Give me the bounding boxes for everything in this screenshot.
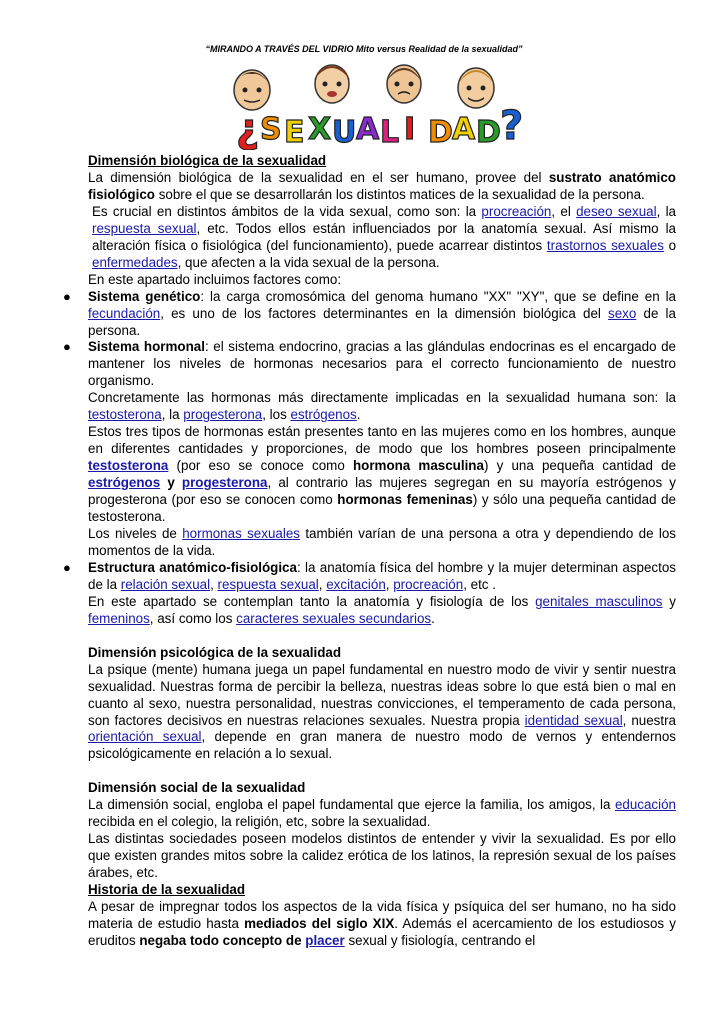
logo-letter: S: [260, 112, 282, 147]
bullet-icon: ●: [63, 339, 71, 355]
text: , los: [262, 407, 291, 423]
bold-text: hormonas femeninas: [337, 492, 473, 508]
text: , al contrario las mujeres segregan en su mayoría estrógenos y progesterona (por eso se conocen como: [88, 475, 676, 508]
bullet-item-estructura-anatomica: [63, 559, 676, 594]
text: Estos tres tipos de hormonas están presentes tanto en las mujeres como en los hombres, aunque en diferentes cantidades y proporciones, de modo que los hombres poseen principalmente: [88, 424, 676, 457]
paragraph: [88, 526, 676, 560]
paragraph: [88, 204, 676, 272]
link-procreacion[interactable]: procreación: [481, 203, 552, 219]
cartoon-head-4: [458, 68, 494, 108]
logo-letter: D: [476, 115, 501, 150]
paragraph: En este apartado incluimos factores como:: [88, 271, 342, 287]
text: , etc. Todos ellos están influenciados por la anatomía sexual. Así mismo la alteración física o fisiológica (del funcionamiento), puede acarrear distintos: [92, 220, 676, 253]
text: La psique (mente) humana juega un papel fundamental en nuestro modo de vivir y sentir nuestra sexualidad. Nuestras forma de percibir la belleza, nuestras ideas sobre lo que está bien o mal en cuanto al sexo, nuestra personalidad, nuestras convicciones, el temperamento de cada persona, son factores decisivos en nuestras relaciones sexuales. Nuestra propia: [88, 661, 676, 728]
link-relacion-sexual[interactable]: relación sexual: [120, 576, 211, 592]
link-genitales-masculinos[interactable]: genitales masculinos: [535, 593, 663, 609]
link-orientacion-sexual[interactable]: orientación sexual: [88, 729, 202, 745]
paragraph: [88, 797, 676, 831]
logo-lettering: [236, 103, 523, 150]
text: Los niveles de: [88, 525, 183, 541]
paragraph: [88, 662, 676, 764]
logo-letter: ?: [500, 103, 524, 149]
paragraph: [88, 594, 676, 628]
text: , es uno de los factores determinantes en la dimensión biológica del: [160, 305, 609, 321]
link-fecundacion[interactable]: fecundación: [88, 305, 161, 321]
text: (por eso se conoce como: [168, 458, 353, 474]
text: , así como los: [149, 610, 237, 626]
bold-text: sustrato anatómico fisiológico: [88, 169, 676, 202]
bullet-item-sistema-genetico: [63, 288, 676, 340]
section-heading-psychological: Dimensión psicológica de la sexualidad: [88, 644, 342, 660]
link-caracteres-sexuales-secundarios[interactable]: caracteres sexuales secundarios: [236, 610, 432, 626]
text: o: [663, 237, 677, 253]
paragraph: [88, 170, 676, 204]
logo-letter: E: [284, 115, 305, 150]
bullet-title: Sistema hormonal: [88, 339, 205, 355]
link-hormonas-sexuales[interactable]: hormonas sexuales: [182, 525, 300, 541]
logo-letter: U: [332, 115, 357, 150]
logo-letter: D: [428, 115, 453, 150]
link-excitacion[interactable]: excitación: [326, 576, 386, 592]
text: ,: [385, 576, 394, 592]
text: . Además el acercamiento de los estudiosos y eruditos: [88, 915, 676, 948]
logo-letter: ¿: [236, 106, 260, 150]
text: A pesar de impregnar todos los aspectos de la vida física y psíquica del ser humano, no ha sido materia de estudio hasta: [88, 899, 676, 931]
text: sexual y fisiología, centrando el: [344, 932, 536, 948]
logo-letter: I: [404, 112, 416, 147]
link-deseo-sexual[interactable]: deseo sexual: [576, 203, 657, 219]
bullet-icon: ●: [63, 559, 71, 575]
sexualidad-logo-image: [214, 58, 524, 150]
paragraph: [88, 899, 676, 950]
text: y: [662, 593, 676, 609]
logo-letter: L: [380, 115, 400, 150]
text: : la anatomía física del hombre y la mujer determinan aspectos de la: [88, 559, 676, 592]
paragraph: Las distintas sociedades poseen modelos distintos de entender y vivir la sexualidad. Es por ello que existen grandes mitos sobre la calidez erótica de los latinos, la represión sexual de los países árabes, etc.: [88, 831, 676, 881]
text: Es crucial en distintos ámbitos de la vida sexual, como son: la: [92, 203, 482, 219]
link-progesterona[interactable]: progesterona: [183, 407, 263, 423]
link-identidad-sexual[interactable]: identidad sexual: [524, 712, 623, 728]
link-estrogenos[interactable]: estrógenos: [290, 407, 357, 423]
link-estrogenos-bold[interactable]: estrógenos: [88, 475, 161, 491]
text: ) y una pequeña cantidad de: [483, 458, 677, 474]
logo-letter: A: [452, 112, 476, 147]
bold-text: hormona masculina: [352, 458, 484, 474]
cartoon-head-3: [386, 65, 422, 103]
text: , la: [161, 407, 184, 423]
bullet-title: Estructura anatómico-fisiológica: [88, 559, 297, 575]
text: : la carga cromosómica del genoma humano "XX" "XY", que se define en la: [200, 288, 676, 304]
section-heading-history: Historia de la sexualidad: [88, 882, 246, 898]
text: , que afecten a la vida sexual de la persona.: [177, 254, 440, 270]
paragraph: [88, 390, 676, 424]
link-femeninos[interactable]: femeninos: [88, 610, 150, 626]
text: sobre el que se desarrollarán los distintos matices de la sexualidad de la persona.: [154, 186, 645, 202]
text: ) y sólo una pequeña cantidad de testosterona.: [88, 492, 676, 525]
text: : el sistema endocrino, gracias a las glándulas endocrinas es el encargado de mantener los niveles de hormonas necesarios para el correcto funcionamiento de nuestro organismo.: [88, 339, 676, 389]
section-heading-social: Dimensión social de la sexualidad: [88, 780, 306, 796]
text: , la: [656, 203, 677, 219]
link-progesterona-bold[interactable]: progesterona: [181, 475, 268, 491]
text: En este apartado se contemplan tanto la anatomía y fisiología de los: [88, 593, 536, 609]
logo-letter: X: [308, 112, 332, 147]
link-respuesta-sexual-2[interactable]: respuesta sexual: [217, 576, 319, 592]
link-educacion[interactable]: educación: [614, 797, 676, 813]
text: Concretamente las hormonas más directamente implicadas en la sexualidad humana son: la: [88, 390, 676, 406]
link-trastornos-sexuales[interactable]: trastornos sexuales: [546, 237, 664, 253]
link-testosterona-bold[interactable]: testosterona: [88, 458, 169, 474]
bold-text: y: [160, 475, 182, 491]
cartoon-head-1: [234, 70, 270, 110]
text: .: [356, 407, 361, 423]
link-testosterona[interactable]: testosterona: [88, 407, 162, 423]
link-procreacion-2[interactable]: procreación: [393, 576, 464, 592]
spacer: [88, 763, 676, 780]
text: de la persona.: [88, 305, 676, 338]
text: también varían de una persona a otra y dependiendo de los momentos de la vida.: [88, 525, 676, 558]
text: , etc .: [463, 576, 496, 592]
text: ,: [210, 576, 218, 592]
text: La dimensión social, engloba el papel fundamental que ejerce la familia, los amigos, la: [88, 797, 615, 813]
text: recibida en el colegio, la religión, etc, sobre la sexualidad.: [88, 814, 431, 830]
link-enfermedades[interactable]: enfermedades: [92, 254, 178, 270]
document-body: [63, 153, 677, 950]
link-placer[interactable]: placer: [305, 932, 345, 948]
paragraph: [88, 424, 676, 526]
text: , el: [551, 203, 577, 219]
document-header: “MIRANDO A TRAVÉS DEL VIDRIO Mito versus Realidad de la sexualidad”: [205, 44, 523, 54]
bullet-title: Sistema genético: [88, 288, 201, 304]
bold-text: negaba todo concepto de: [139, 932, 306, 948]
text: ,: [318, 576, 327, 592]
text: .: [431, 610, 435, 626]
text: La dimensión biológica de la sexualidad en el ser humano, provee del: [88, 169, 549, 185]
bullet-item-sistema-hormonal: [63, 339, 676, 390]
logo-letter: A: [356, 112, 380, 147]
text: , depende en gran manera de nuestro modo de vernos y entendernos psicológicamente en relación a lo sexual.: [88, 729, 676, 762]
text: , nuestra: [622, 712, 676, 728]
bold-text: mediados del siglo XIX: [244, 915, 395, 931]
link-sexo[interactable]: sexo: [608, 305, 637, 321]
cartoon-head-2: [314, 65, 350, 103]
section-heading-biological: Dimensión biológica de la sexualidad: [88, 153, 327, 168]
link-respuesta-sexual[interactable]: respuesta sexual: [92, 220, 197, 236]
spacer: [88, 628, 676, 645]
bullet-icon: ●: [63, 288, 71, 304]
